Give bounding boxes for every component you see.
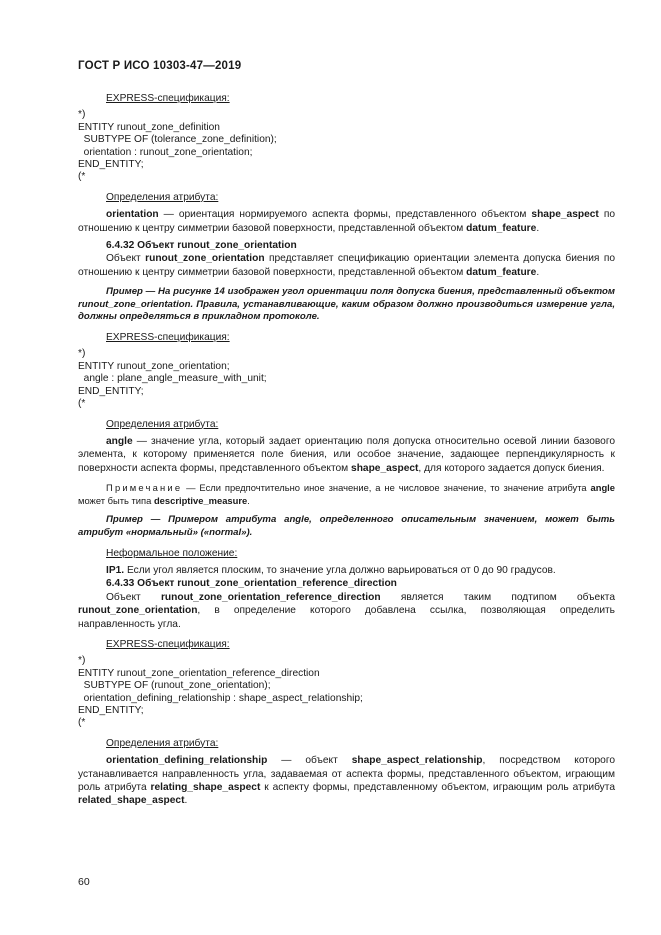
- express-code-block-3: *) ENTITY runout_zone_orientation_reference_direction SUBTYPE OF (runout_zone_orientation); orientation_defining_relationship : shape_aspect_relationship; END_ENTITY; (*: [78, 655, 363, 729]
- attribute-definition-angle: [78, 435, 615, 475]
- ip-label: IP1.: [106, 564, 125, 576]
- text-run: .: [536, 266, 540, 278]
- text-run: — Если предпочтительно иное значение, а не числовое значение, то значение атрибута: [182, 482, 591, 494]
- section-body-6-4-33: [78, 591, 615, 631]
- heading-text: 6.4.33 Объект runout_zone_orientation_reference_direction: [106, 578, 397, 590]
- text-run: может быть типа: [78, 494, 154, 506]
- attribute-term: orientation_defining_relationship: [106, 755, 268, 767]
- entity-ref: relating_shape_aspect: [150, 782, 261, 793]
- attribute-definitions-label: Определения атрибута:: [106, 418, 219, 430]
- text-run: , для которого задается допуск биения.: [418, 462, 605, 474]
- express-code-block-1: *) ENTITY runout_zone_definition SUBTYPE OF (tolerance_zone_definition); orientation : runout_zone_orientation; END_ENTITY; (*: [78, 109, 277, 183]
- text-run: — значение угла, который задает ориентацию поля допуска относительно осевой линии базового элемента, к которому применяется поле биения, или особое значение, задающее перпендикулярность к поверхности аспекта формы, представленного объектом: [78, 435, 615, 474]
- informal-proposition-ip1: [78, 564, 615, 577]
- informal-propositions-label: Неформальное положение:: [106, 547, 238, 559]
- entity-ref: runout_zone_orientation_reference_direction: [160, 591, 381, 603]
- text-run: по отношению к центру симметрии базовой поверхности, представленной объектом: [78, 209, 615, 234]
- attribute-term: orientation: [106, 209, 159, 221]
- section-heading-6-4-33: [78, 577, 615, 590]
- express-spec-label: EXPRESS-спецификация:: [106, 93, 230, 104]
- entity-ref: runout_zone_orientation: [145, 253, 265, 265]
- entity-ref: datum_feature: [466, 222, 537, 234]
- attribute-definition-orientation-defining-relationship: [78, 754, 615, 808]
- entity-ref: angle: [590, 482, 615, 494]
- text-run: .: [536, 222, 540, 234]
- section-heading-6-4-32: [78, 239, 615, 252]
- attribute-definitions-label: Определения атрибута:: [106, 737, 219, 749]
- page-number: 60: [78, 876, 90, 888]
- entity-ref: datum_feature: [466, 266, 537, 278]
- text-run: , в определение которого добавлена ссылка, позволяющая определить направленность угла.: [78, 605, 615, 630]
- example-angle-normal: Пример — Примером атрибута angle, определенного описательным значением, может быть атрибут «нормальный» («normal»).: [78, 514, 615, 538]
- text-run: .: [184, 795, 188, 807]
- page-content: [78, 92, 615, 808]
- text-run: — ориентация нормируемого аспекта формы, представленного объектом: [158, 209, 532, 221]
- entity-ref: descriptive_measure: [153, 494, 248, 506]
- text-run: — объект: [267, 755, 352, 767]
- text-run: к аспекту формы, представленному объектом, играющим роль атрибута: [260, 782, 615, 793]
- text-run: Объект: [106, 591, 161, 603]
- text-run: Если угол является плоским, то значение угла должно варьироваться от 0 до 90 градусов.: [124, 564, 556, 576]
- entity-ref: runout_zone_orientation: [78, 605, 198, 617]
- section-body-6-4-32: [78, 252, 615, 279]
- text-run: Объект: [106, 253, 146, 265]
- text-run: является таким подтипом объекта: [380, 591, 615, 603]
- entity-ref: related_shape_aspect: [78, 795, 185, 807]
- text-run: представляет спецификацию ориентации элемента допуска биения по отношению к центру симметрии базовой поверхности, представленной объектом: [78, 253, 615, 278]
- attribute-definition-orientation: [78, 208, 615, 235]
- text-run: , посредством которого устанавливается направленность угла, задаваемая от аспекта формы, представленного объектом, играющим роль атрибута: [78, 755, 615, 793]
- express-spec-label: EXPRESS-спецификация:: [106, 332, 230, 344]
- entity-ref: shape_aspect: [351, 462, 419, 474]
- note-paragraph: [78, 482, 615, 507]
- entity-ref: shape_aspect: [531, 209, 599, 221]
- attribute-definitions-label: Определения атрибута:: [106, 191, 219, 203]
- document-header: ГОСТ Р ИСО 10303-47—2019: [78, 60, 242, 72]
- example-figure-14: Пример — На рисунке 14 изображен угол ориентации поля допуска биения, представленный объектом runout_zone_orientation. Правила, устанавливающие, каким образом должно производиться измерение угла, должны определяться в прикладном протоколе.: [78, 286, 615, 323]
- text-run: .: [247, 494, 250, 506]
- express-code-block-2: *) ENTITY runout_zone_orientation; angle : plane_angle_measure_with_unit; END_ENTITY; (*: [78, 348, 267, 410]
- entity-ref: shape_aspect_relationship: [351, 755, 483, 767]
- attribute-term: angle: [106, 435, 133, 447]
- heading-text: 6.4.32 Объект runout_zone_orientation: [106, 240, 297, 252]
- express-spec-label: EXPRESS-спецификация:: [106, 638, 230, 650]
- note-label: Примечание: [106, 482, 183, 494]
